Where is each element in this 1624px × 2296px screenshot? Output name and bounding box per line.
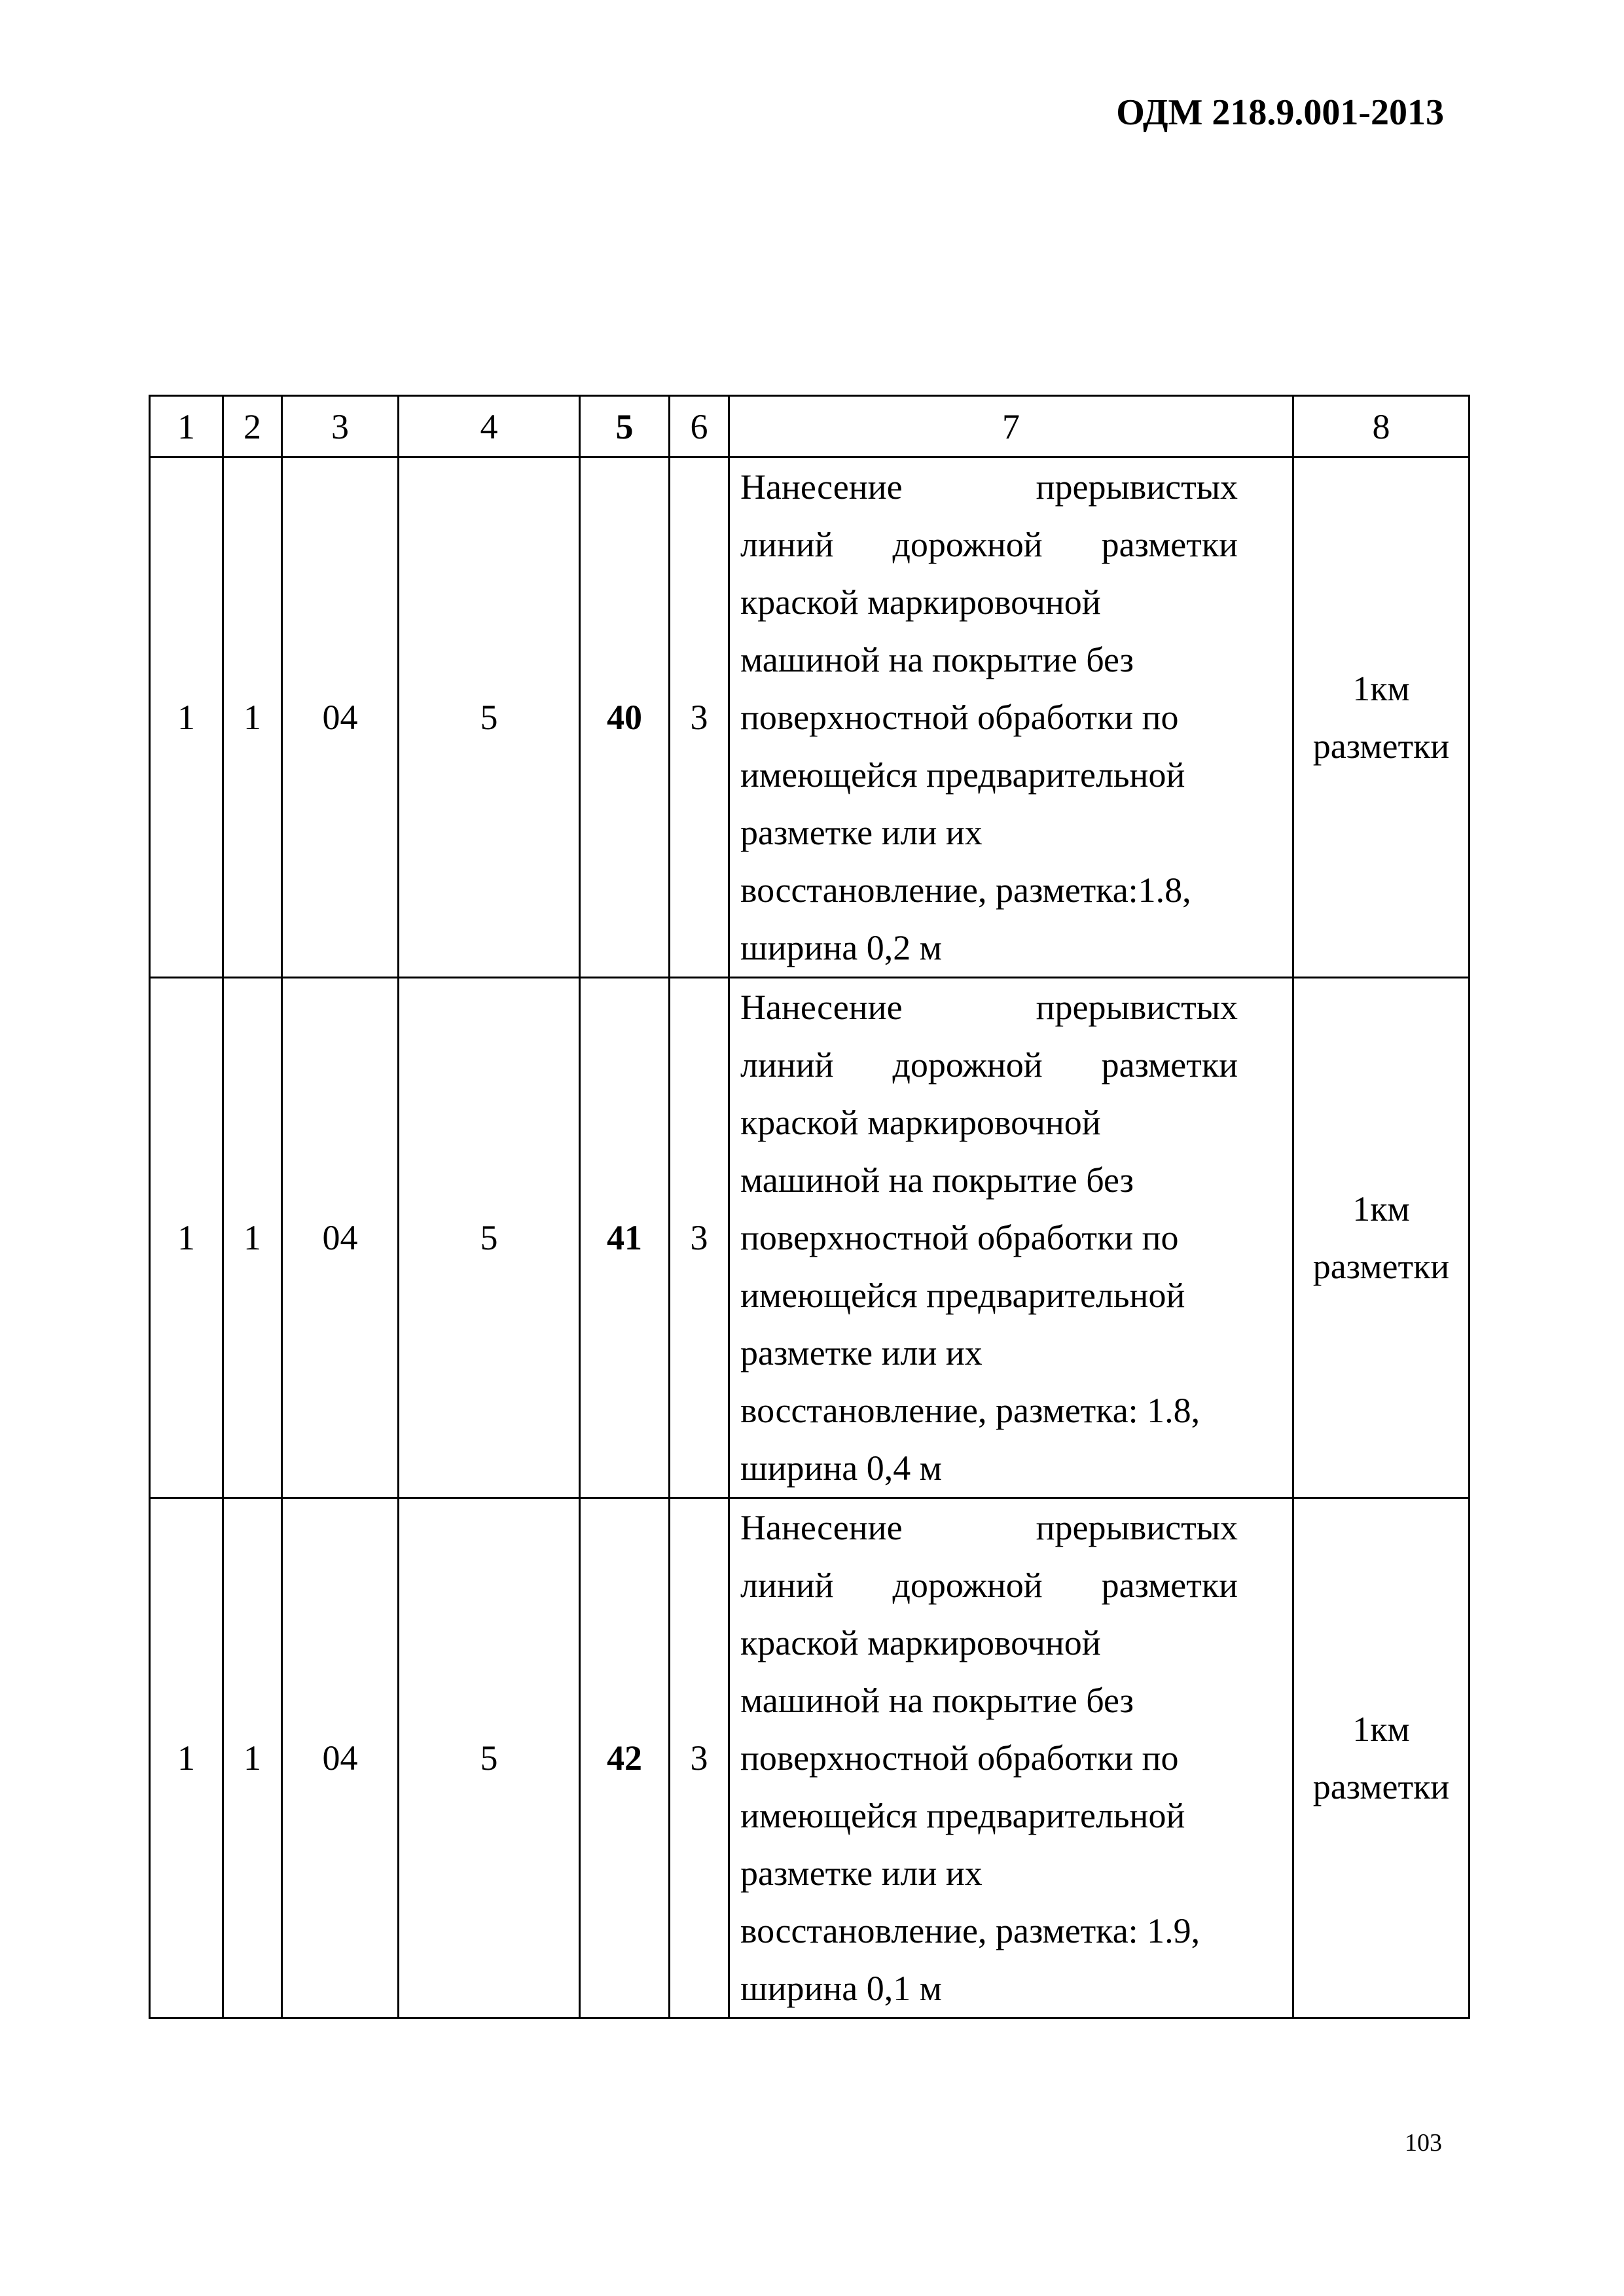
column-number-3: 3 bbox=[282, 396, 399, 457]
description-line: разметке или их bbox=[740, 1333, 983, 1372]
description-line: ширина 0,2 м bbox=[740, 928, 942, 967]
description-line: линий дорожной разметки bbox=[740, 525, 1238, 564]
description-line: восстановление, разметка:1.8, bbox=[740, 870, 1191, 910]
description-line: машиной на покрытие без bbox=[740, 1160, 1134, 1200]
unit-line: разметки bbox=[1312, 1767, 1450, 1806]
table-row bbox=[150, 1498, 1470, 2018]
cell-col-4: 5 bbox=[399, 1498, 580, 2018]
description-line: Нанесение прерывистых bbox=[740, 1508, 1238, 1547]
cell-col-6: 3 bbox=[670, 978, 729, 1498]
description-line: ширина 0,1 м bbox=[740, 1969, 942, 2008]
description-line: машиной на покрытие без bbox=[740, 640, 1134, 679]
unit-line: 1км bbox=[1352, 1710, 1410, 1749]
description-line: машиной на покрытие без bbox=[740, 1681, 1134, 1720]
cell-col-2: 1 bbox=[223, 978, 282, 1498]
column-number-5: 5 bbox=[580, 396, 670, 457]
unit-line: 1км bbox=[1352, 669, 1410, 708]
description-line: краской маркировочной bbox=[740, 583, 1101, 622]
table-row bbox=[150, 457, 1470, 978]
description-line: имеющейся предварительной bbox=[740, 755, 1185, 795]
description-line: имеющейся предварительной bbox=[740, 1796, 1185, 1835]
cell-col-3: 04 bbox=[282, 978, 399, 1498]
column-number-row bbox=[150, 396, 1470, 457]
cell-col-5: 40 bbox=[580, 457, 670, 978]
column-number-2: 2 bbox=[223, 396, 282, 457]
column-number-7: 7 bbox=[729, 396, 1293, 457]
column-number-1: 1 bbox=[150, 396, 223, 457]
description-line: поверхностной обработки по bbox=[740, 1218, 1179, 1257]
description-line: имеющейся предварительной bbox=[740, 1276, 1185, 1315]
description-line: поверхностной обработки по bbox=[740, 698, 1179, 737]
description-line: линий дорожной разметки bbox=[740, 1566, 1238, 1605]
column-number-4: 4 bbox=[399, 396, 580, 457]
cell-unit bbox=[1293, 978, 1470, 1498]
cell-col-3: 04 bbox=[282, 457, 399, 978]
cell-col-1: 1 bbox=[150, 1498, 223, 2018]
cell-unit bbox=[1293, 1498, 1470, 2018]
description-line: поверхностной обработки по bbox=[740, 1738, 1179, 1778]
cell-description bbox=[729, 978, 1293, 1498]
cell-col-6: 3 bbox=[670, 457, 729, 978]
description-line: восстановление, разметка: 1.8, bbox=[740, 1391, 1200, 1430]
table-row bbox=[150, 978, 1470, 1498]
unit-line: разметки bbox=[1312, 1247, 1450, 1286]
description-line: восстановление, разметка: 1.9, bbox=[740, 1911, 1200, 1950]
cell-col-4: 5 bbox=[399, 978, 580, 1498]
unit-line: разметки bbox=[1312, 726, 1450, 766]
cell-col-1: 1 bbox=[150, 978, 223, 1498]
cell-col-2: 1 bbox=[223, 457, 282, 978]
description-line: разметке или их bbox=[740, 1854, 983, 1893]
document-code: ОДМ 218.9.001-2013 bbox=[1116, 92, 1444, 133]
page-number: 103 bbox=[1405, 2129, 1442, 2157]
cell-description bbox=[729, 457, 1293, 978]
classifier-table bbox=[149, 395, 1470, 2019]
cell-description bbox=[729, 1498, 1293, 2018]
description-line: краской маркировочной bbox=[740, 1103, 1101, 1142]
description-line: ширина 0,4 м bbox=[740, 1448, 942, 1488]
cell-col-5: 41 bbox=[580, 978, 670, 1498]
cell-col-2: 1 bbox=[223, 1498, 282, 2018]
cell-col-1: 1 bbox=[150, 457, 223, 978]
description-line: разметке или их bbox=[740, 813, 983, 852]
cell-col-6: 3 bbox=[670, 1498, 729, 2018]
cell-col-3: 04 bbox=[282, 1498, 399, 2018]
unit-line: 1км bbox=[1352, 1189, 1410, 1229]
description-line: Нанесение прерывистых bbox=[740, 467, 1238, 507]
description-line: линий дорожной разметки bbox=[740, 1045, 1238, 1085]
column-number-8: 8 bbox=[1293, 396, 1470, 457]
cell-unit bbox=[1293, 457, 1470, 978]
description-line: краской маркировочной bbox=[740, 1623, 1101, 1662]
column-number-6: 6 bbox=[670, 396, 729, 457]
description-line: Нанесение прерывистых bbox=[740, 988, 1238, 1027]
cell-col-4: 5 bbox=[399, 457, 580, 978]
cell-col-5: 42 bbox=[580, 1498, 670, 2018]
